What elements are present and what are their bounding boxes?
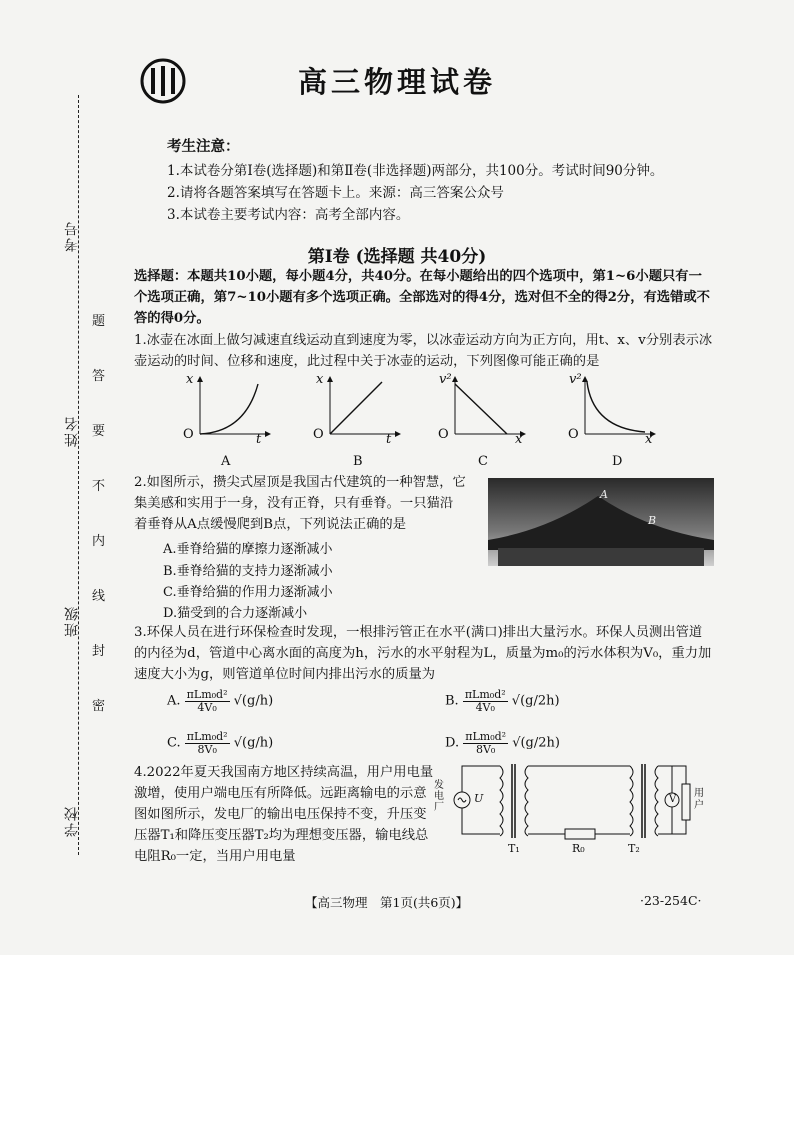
label-xingming: 姓名 [64, 415, 80, 447]
graph-b-xaxis: t [386, 432, 392, 447]
graph-a-yaxis: x [186, 372, 194, 387]
graph-a-label: A [221, 454, 231, 469]
graph-a-xaxis: t [256, 432, 262, 447]
notice-head: 考生注意： [167, 138, 240, 155]
seal-char: 答 [92, 369, 106, 384]
seal-char: 密 [92, 699, 106, 714]
radical: √(g/2h) [511, 693, 560, 709]
point-b: B [648, 514, 657, 527]
graph-d-xaxis: x [645, 432, 653, 447]
question-1: 1.冰壶在冰面上做匀减速直线运动直到速度为零，以冰壶运动方向为正方向，用t、x、v分别表示冰壶运动的时间、位移和速度，此过程中关于冰壶的运动，下列图像可能正确的是 [134, 333, 713, 369]
q2-option-b: B.垂脊给猫的支持力逐渐减小 [163, 564, 333, 579]
r0-label: R₀ [572, 842, 585, 855]
voltmeter-v: V [669, 794, 677, 805]
q3-option-c [167, 730, 273, 756]
section-heading: 第Ⅰ卷 (选择题 共40分) [307, 247, 487, 267]
t1-label: T₁ [508, 842, 520, 855]
seal-char: 线 [92, 589, 106, 604]
q2-option-c: C.垂脊给猫的作用力逐渐减小 [163, 585, 333, 600]
graph-d-origin: O [568, 427, 579, 442]
point-a: A [600, 488, 608, 501]
graph-d-yaxis: v² [569, 372, 582, 387]
q2-option-d: D.猫受到的合力逐渐减小 [163, 606, 308, 621]
t2-label: T₂ [628, 842, 640, 855]
graph-b-origin: O [313, 427, 324, 442]
graph-b [330, 377, 400, 434]
page-title: 高三物理试卷 [297, 65, 496, 99]
denominator: 8V₀ [475, 743, 496, 756]
label-banji: 班级 [64, 605, 80, 637]
radical: √(g/2h) [512, 735, 560, 751]
notice-block [167, 136, 663, 226]
numerator: πLm₀d² [186, 688, 228, 701]
graph-c-origin: O [438, 427, 449, 442]
numerator: πLm₀d² [465, 730, 507, 743]
graph-d-label: D [612, 454, 623, 469]
graph-d [585, 377, 655, 434]
graph-c-label: C [478, 454, 488, 469]
numerator: πLm₀d² [186, 730, 228, 743]
seal-text [92, 310, 105, 750]
q3-option-d [445, 730, 560, 756]
numerator: πLm₀d² [464, 688, 506, 701]
option-letter: D. [445, 735, 460, 751]
seal-line [78, 95, 79, 855]
option-letter: A. [167, 693, 181, 709]
seal-char: 要 [92, 424, 106, 439]
denominator: 8V₀ [197, 743, 217, 756]
option-letter: C. [167, 735, 181, 751]
graph-b-yaxis: x [316, 372, 324, 387]
seal-char: 不 [92, 479, 106, 494]
question-3: 3.环保人员在进行环保检查时发现，一根排污管正在水平(满口)排出大量污水。环保人员测出管道的内径为d，管道中心离水面的高度为h，污水的水平射程为L，质量为m₀的污水体积为V₀，重力加速度大小为g，则管道单位时间内排出污水的质量为 [134, 625, 712, 682]
graph-c-xaxis: x [515, 432, 523, 447]
denominator: 4V₀ [197, 701, 217, 714]
radical: √(g/h) [233, 693, 274, 709]
q3-option-a [167, 688, 273, 714]
option-letter: B. [445, 693, 459, 709]
voltage-u: U [474, 792, 484, 805]
question-2: 2.如图所示，攒尖式屋顶是我国古代建筑的一种智慧，它集美感和实用于一身，没有正脊，只有垂脊。一只猫沿着垂脊从A点缓慢爬到B点，下列说法正确的是 [134, 475, 466, 532]
label-xuexiao: 学校 [64, 805, 80, 837]
seal-char: 封 [92, 644, 106, 659]
graph-a-origin: O [183, 427, 194, 442]
label-kaohao: 考号 [64, 220, 80, 252]
page-footer: 【高三物理 第1页(共6页)】 [305, 895, 469, 910]
graph-c-yaxis: v² [439, 372, 452, 387]
notice-item: 1.本试卷分第Ⅰ卷(选择题)和第Ⅱ卷(非选择题)两部分，共100分。考试时间90分钟。 [167, 163, 664, 179]
seal-char: 题 [92, 314, 106, 329]
user-label: 用户 [694, 788, 704, 811]
section-intro: 选择题：本题共10小题，每小题4分，共40分。在每小题给出的四个选项中，第1~6小题只有一个选项正确，第7~10小题有多个选项正确。全部选对的得4分，选对但不全的得2分，有选错或不答的得0分。 [134, 269, 710, 326]
roof-photo [488, 478, 714, 566]
denominator: 4V₀ [475, 701, 495, 714]
q3-option-b [445, 688, 560, 714]
seal-char: 内 [92, 534, 106, 549]
question-4: 4.2022年夏天我国南方地区持续高温，用户用电量激增，使用户端电压有所降低。远距离输电的示意图如图所示，发电厂的输出电压保持不变，升压变压器T₁和降压变压器T₂均为理想变压器，输电线总电阻R₀一定，当用户用电量 [134, 765, 434, 864]
transmission-circuit [440, 760, 700, 855]
q2-option-a: A.垂脊给猫的摩擦力逐渐减小 [163, 542, 333, 557]
paper-code: ·23-254C· [640, 893, 702, 908]
notice-item: 3.本试卷主要考试内容：高考全部内容。 [167, 207, 410, 223]
graph-b-label: B [353, 454, 363, 469]
plant-label: 发电厂 [434, 780, 444, 813]
radical: √(g/h) [233, 735, 274, 751]
notice-item: 2.请将各题答案填写在答题卡上。来源：高三答案公众号 [167, 185, 504, 201]
graph-a [200, 377, 270, 434]
graph-c [455, 377, 525, 434]
